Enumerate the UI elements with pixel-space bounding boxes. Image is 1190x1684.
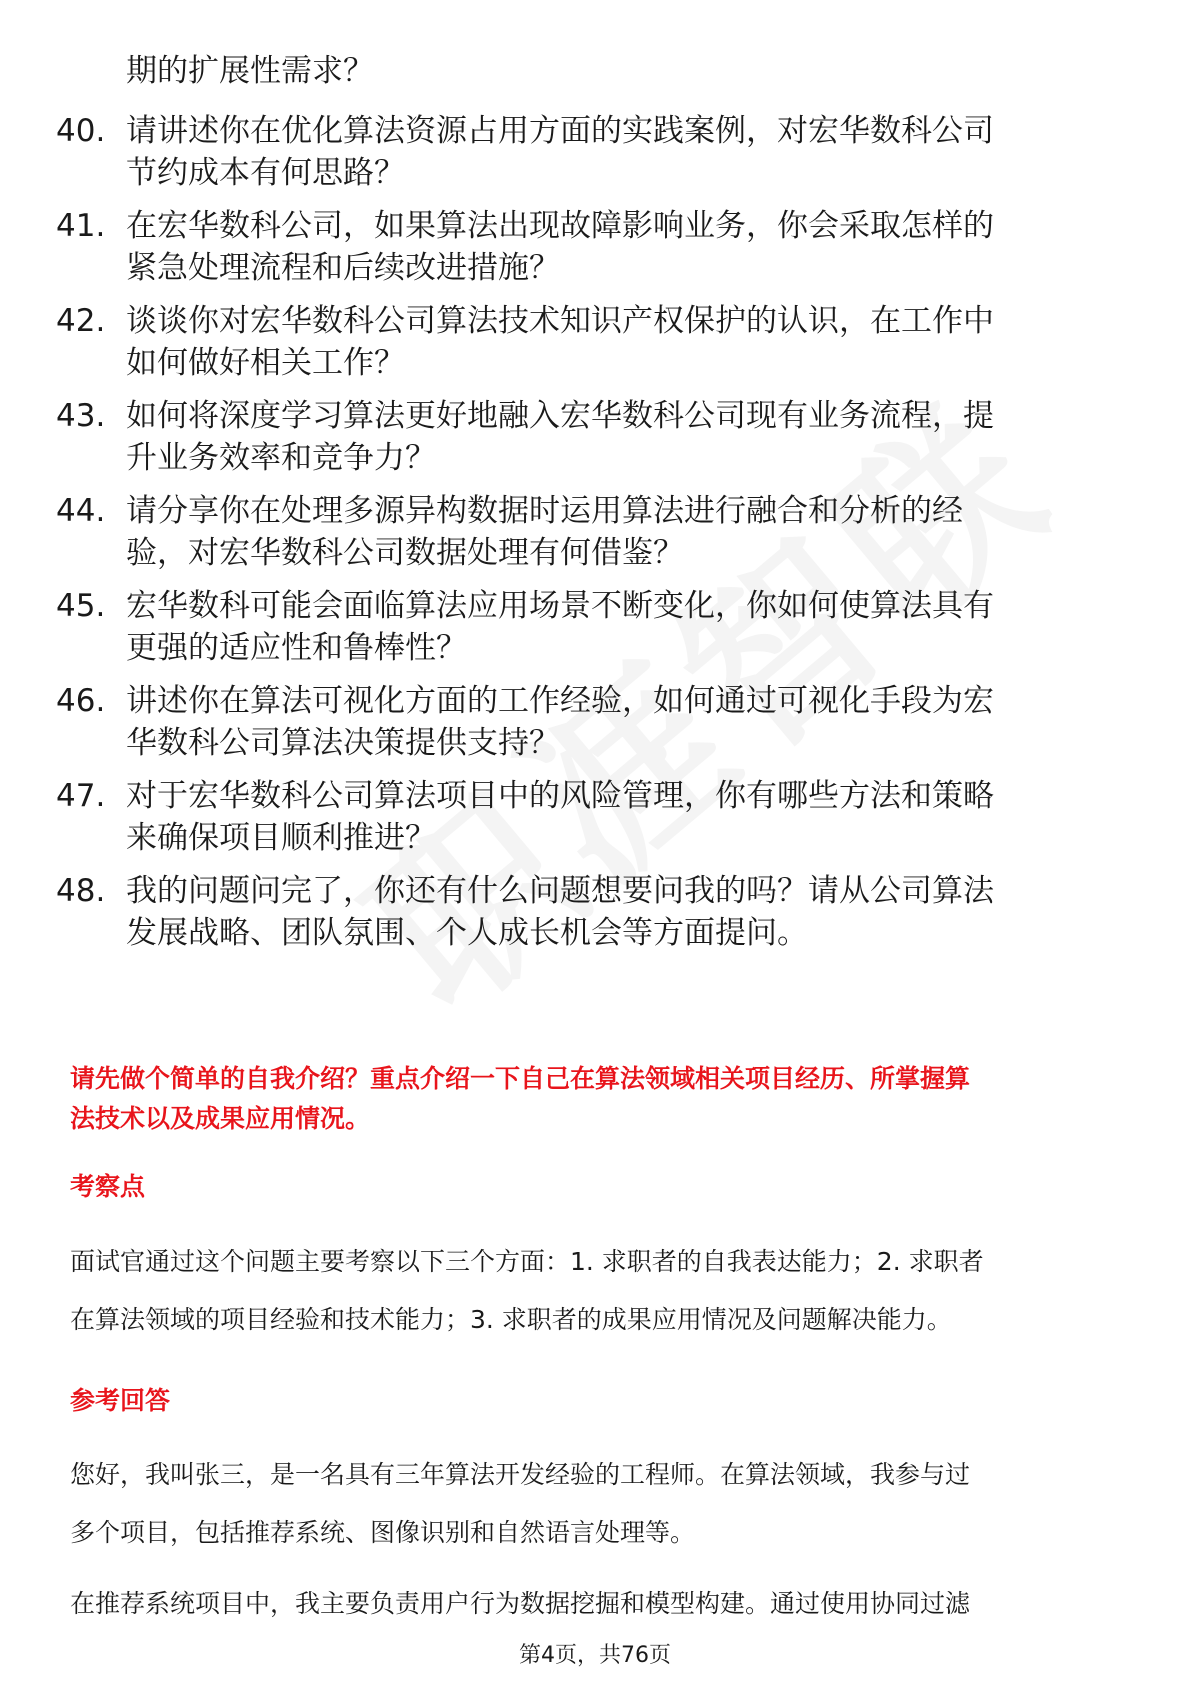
question-number: 44. [56, 493, 106, 529]
assessment-paragraph [70, 1233, 1130, 1349]
answer-paragraph [70, 1446, 1130, 1562]
question-item [0, 680, 1190, 780]
question-line: 如何做好相关工作？ [126, 345, 405, 381]
question-text [126, 585, 1116, 669]
question-line: 宏华数科可能会面临算法应用场景不断变化，你如何使算法具有 [126, 588, 994, 624]
question-item [0, 775, 1190, 875]
question-line: 节约成本有何思路？ [126, 155, 405, 191]
question-line: 讲述你在算法可视化方面的工作经验，如何通过可视化手段为宏 [126, 683, 994, 719]
question-text [126, 680, 1116, 764]
question-item [0, 395, 1190, 495]
question-text [126, 205, 1116, 289]
paragraph-line: 多个项目，包括推荐系统、图像识别和自然语言处理等。 [70, 1518, 696, 1547]
question-text [126, 775, 1116, 859]
question-item [0, 585, 1190, 685]
page-number: 第4页，共76页 [519, 1643, 671, 1668]
question-text [126, 110, 1116, 194]
question-text [126, 395, 1116, 479]
paragraph-line: 在算法领域的项目经验和技术能力；3. 求职者的成果应用情况及问题解决能力。 [70, 1305, 952, 1334]
question-text [126, 300, 1116, 384]
question-number: 42. [56, 303, 106, 339]
section-title-assessment: 考察点 [70, 1172, 146, 1201]
question-line: 发展战略、团队氛围、个人成长机会等方面提问。 [126, 915, 808, 951]
question-line: 验，对宏华数科公司数据处理有何借鉴？ [126, 535, 684, 571]
question-continuation: 期的扩展性需求？ [126, 53, 374, 89]
question-number: 45. [56, 588, 106, 624]
question-number: 43. [56, 398, 106, 434]
question-item [0, 300, 1190, 400]
question-item [0, 205, 1190, 305]
question-line: 来确保项目顺利推进？ [126, 820, 436, 856]
question-line: 华数科公司算法决策提供支持？ [126, 725, 560, 761]
question-number: 46. [56, 683, 106, 719]
question-text [126, 490, 1116, 574]
question-line: 对于宏华数科公司算法项目中的风险管理，你有哪些方法和策略 [126, 778, 994, 814]
question-line: 我的问题问完了，你还有什么问题想要问我的吗？请从公司算法 [126, 873, 994, 909]
question-number: 47. [56, 778, 106, 814]
question-line: 谈谈你对宏华数科公司算法技术知识产权保护的认识，在工作中 [126, 303, 994, 339]
question-line: 升业务效率和竞争力？ [126, 440, 436, 476]
question-text [126, 870, 1116, 954]
paragraph-line: 您好，我叫张三，是一名具有三年算法开发经验的工程师。在算法领域，我参与过 [70, 1460, 971, 1489]
question-number: 41. [56, 208, 106, 244]
question-item [0, 870, 1190, 970]
question-number: 40. [56, 113, 106, 149]
question-number: 48. [56, 873, 106, 909]
paragraph-line: 面试官通过这个问题主要考察以下三个方面：1. 求职者的自我表达能力；2. 求职者 [70, 1247, 984, 1276]
question-line: 请分享你在处理多源异构数据时运用算法进行融合和分析的经 [126, 493, 963, 529]
highlighted-question [70, 1059, 1120, 1139]
question-line: 请讲述你在优化算法资源占用方面的实践案例，对宏华数科公司 [126, 113, 994, 149]
highlight-line: 法技术以及成果应用情况。 [70, 1104, 371, 1133]
answer-paragraph [70, 1575, 1130, 1633]
section-title-reference-answer: 参考回答 [70, 1386, 171, 1415]
paragraph-line: 在推荐系统项目中，我主要负责用户行为数据挖掘和模型构建。通过使用协同过滤 [70, 1589, 971, 1618]
question-item [0, 110, 1190, 210]
question-line: 如何将深度学习算法更好地融入宏华数科公司现有业务流程，提 [126, 398, 994, 434]
question-line: 更强的适应性和鲁棒性？ [126, 630, 467, 666]
question-line: 在宏华数科公司，如果算法出现故障影响业务，你会采取怎样的 [126, 208, 994, 244]
highlight-line: 请先做个简单的自我介绍？重点介绍一下自己在算法领域相关项目经历、所掌握算 [70, 1064, 971, 1093]
question-line: 紧急处理流程和后续改进措施？ [126, 250, 560, 286]
question-item [0, 490, 1190, 590]
